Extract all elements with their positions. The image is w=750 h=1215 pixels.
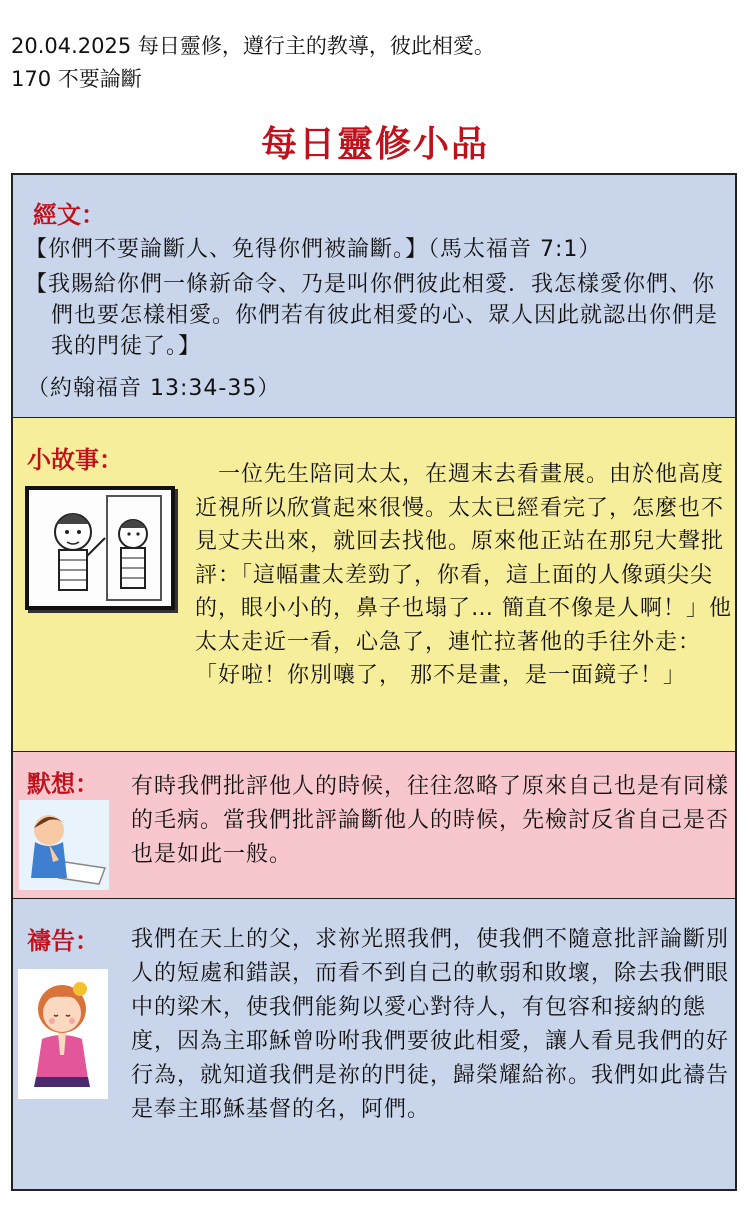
page-title: 每日靈修小品 bbox=[260, 124, 489, 165]
story-section bbox=[11, 417, 737, 752]
mirror-cartoon-icon bbox=[25, 486, 175, 610]
page-header bbox=[11, 30, 495, 96]
scripture-section bbox=[11, 173, 737, 418]
scripture-heading: 經文： bbox=[33, 201, 105, 229]
praying-girl-icon bbox=[18, 969, 108, 1099]
date-title-line: 20.04.2025 每日靈修，遵行主的教導，彼此相愛。 bbox=[11, 34, 495, 58]
prayer-text: 我們在天上的父，求祢光照我們，使我們不隨意批評論斷別人的短處和錯誤，而看不到自己的軟弱和敗壞，除去我們眼中的梁木，使我們能夠以愛心對待人，有包容和接納的態度，因為主耶穌曾吩咐我們要彼此相愛，讓人看見我們的好行為，就知道我們是祢的門徒，歸榮耀給祢。我們如此禱告是奉主耶穌基督的名，阿們。 bbox=[131, 927, 730, 1122]
meditation-section bbox=[11, 751, 737, 899]
praying-boy-icon bbox=[19, 800, 109, 890]
prayer-heading: 禱告： bbox=[27, 927, 99, 955]
issue-line: 170 不要論斷 bbox=[11, 67, 142, 91]
meditation-text: 有時我們批評他人的時候，往往忽略了原來自己也是有同樣的毛病。當我們批評論斷他人的時候，先檢討反省自己是否也是如此一般。 bbox=[131, 774, 730, 867]
scripture-verse-1: 【你們不要論斷人、免得你們被論斷。】（馬太福音 7:1） bbox=[25, 237, 602, 262]
meditation-heading: 默想： bbox=[27, 770, 99, 798]
prayer-section bbox=[11, 898, 737, 1191]
scripture-reference: （約翰福音 13:34-35） bbox=[27, 376, 281, 401]
scripture-verse-2: 【我賜給你們一條新命令、乃是叫你們彼此相愛．我怎樣愛你們、你們也要怎樣相愛。你們若有彼此相愛的心、眾人因此就認出你們是我的門徒了。】 bbox=[25, 272, 719, 359]
story-text: 一位先生陪同太太，在週末去看畫展。由於他高度近視所以欣賞起來很慢。太太已經看完了，怎麼也不見丈夫出來，就回去找他。原來他正站在那兒大聲批評：「這幅畫太差勁了，你看，這上面的人像頭尖尖的，眼小小的，鼻子也塌了… 簡直不像是人啊！」他太太走近一看，心急了，連忙拉著他的手往外走：「好啦！你別嚷了， 那不是畫，是一面鏡子！」 bbox=[195, 462, 732, 688]
scripture-verse-2-wrap bbox=[25, 269, 730, 362]
story-heading: 小故事： bbox=[27, 446, 123, 474]
